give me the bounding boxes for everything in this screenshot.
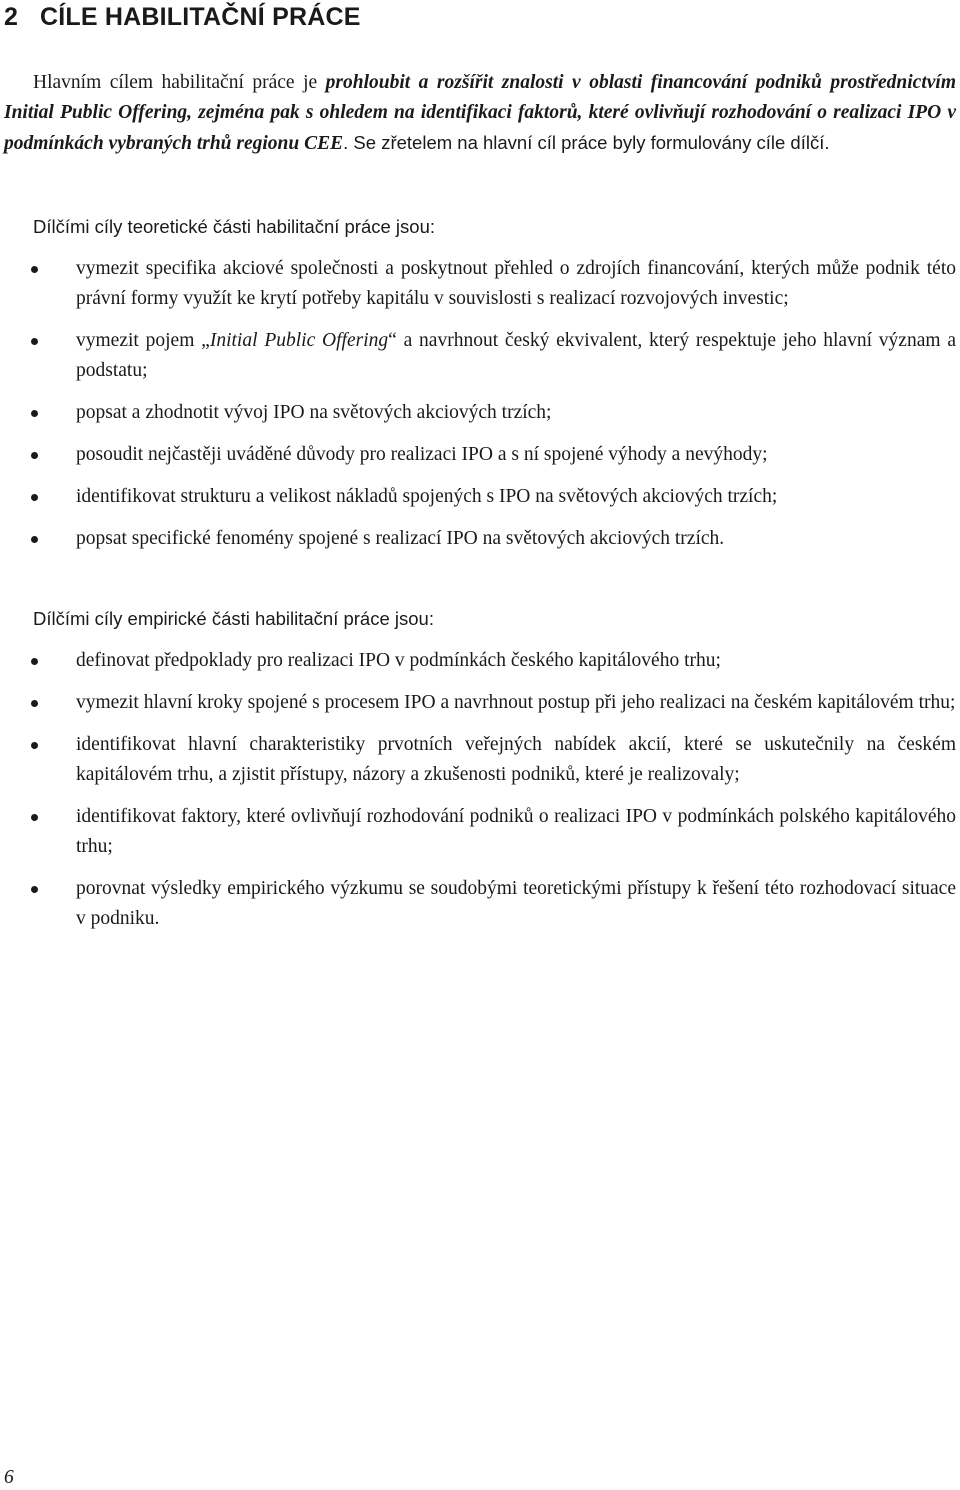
bullet-icon	[31, 266, 38, 273]
list-item-text: porovnat výsledky empirického výzkumu se soudobými teoretickými přístupy k řešení této rozhodovací situace v podniku.	[76, 878, 956, 929]
list-item-term: Initial Public Offering	[209, 330, 389, 351]
chapter-title: CÍLE HABILITAČNÍ PRÁCE	[40, 3, 361, 31]
list-item-text: vymezit specifika akciové společnosti a poskytnout přehled o zdrojích financování, kterých může podnik této právní formy využít ke krytí potřeby kapitálu v souvislosti s realizací rozvojových investic;	[76, 258, 956, 309]
list-item	[0, 524, 956, 554]
list-item	[0, 688, 956, 718]
intro-lead: Hlavním cílem habilitační práce je	[33, 72, 326, 93]
bullet-icon	[31, 814, 38, 821]
list-item-text: vymezit hlavní kroky spojené s procesem IPO a navrhnout postup při jeho realizaci na českém kapitálovém trhu;	[76, 692, 956, 713]
chapter-heading	[4, 0, 361, 34]
theoretical-goals-heading: Dílčími cíly teoretické části habilitační práce jsou:	[33, 216, 436, 237]
list-item	[0, 440, 956, 470]
empirical-goals-heading: Dílčími cíly empirické části habilitační práce jsou:	[33, 608, 434, 629]
list-item	[0, 398, 956, 428]
list-item-text: popsat a zhodnotit vývoj IPO na světových akciových trzích;	[76, 402, 552, 423]
list-item	[0, 874, 956, 934]
chapter-number: 2	[4, 3, 19, 31]
list-item-text: posoudit nejčastěji uváděné důvody pro realizaci IPO a s ní spojené výhody a nevýhody;	[76, 444, 768, 465]
list-item	[0, 326, 956, 386]
list-item-text-after: “ a navrhnout český ekvivalent, který respektuje jeho hlavní význam a podstatu;	[76, 330, 957, 381]
list-item-text: identifikovat strukturu a velikost nákladů spojených s IPO na světových akciových trzích;	[76, 486, 778, 507]
bullet-icon	[31, 536, 38, 543]
intro-paragraph	[4, 68, 956, 159]
bullet-icon	[31, 658, 38, 665]
list-item-text: identifikovat hlavní charakteristiky prvotních veřejných nabídek akcií, které se uskutečnily na českém kapitálovém trhu, a zjistit přístupy, názory a zkušenosti podniků, které je realizovaly;	[76, 734, 956, 785]
intro-continuation: . Se zřetelem na hlavní cíl práce byly formulovány cíle dílčí.	[343, 132, 830, 153]
list-item-text: identifikovat faktory, které ovlivňují rozhodování podniků o realizaci IPO v podmínkách polského kapitálového trhu;	[76, 806, 956, 857]
list-item	[0, 254, 956, 314]
list-item-text: popsat specifické fenomény spojené s realizací IPO na světových akciových trzích.	[76, 528, 725, 549]
empirical-goals-list	[0, 646, 956, 946]
list-item-text: definovat předpoklady pro realizaci IPO v podmínkách českého kapitálového trhu;	[76, 650, 721, 671]
bullet-icon	[31, 452, 38, 459]
theoretical-goals-list	[0, 254, 956, 566]
list-item	[0, 802, 956, 862]
list-item	[0, 730, 956, 790]
bullet-icon	[31, 700, 38, 707]
bullet-icon	[31, 338, 38, 345]
bullet-icon	[31, 886, 38, 893]
bullet-icon	[31, 410, 38, 417]
list-item	[0, 482, 956, 512]
bullet-icon	[31, 742, 38, 749]
intro-main-goal: prohloubit a rozšířit znalosti v oblasti financování podniků prostřednictvím Initial Public Offering, zejména pak s ohledem na identifikaci faktorů, které ovlivňují rozhodování o realizaci IPO v podmínkách vybraných trhů regionu CEE	[4, 72, 956, 154]
list-item	[0, 646, 956, 676]
page-number: 6	[4, 1467, 14, 1488]
list-item-text-before: vymezit pojem „	[76, 330, 210, 351]
bullet-icon	[31, 494, 38, 501]
